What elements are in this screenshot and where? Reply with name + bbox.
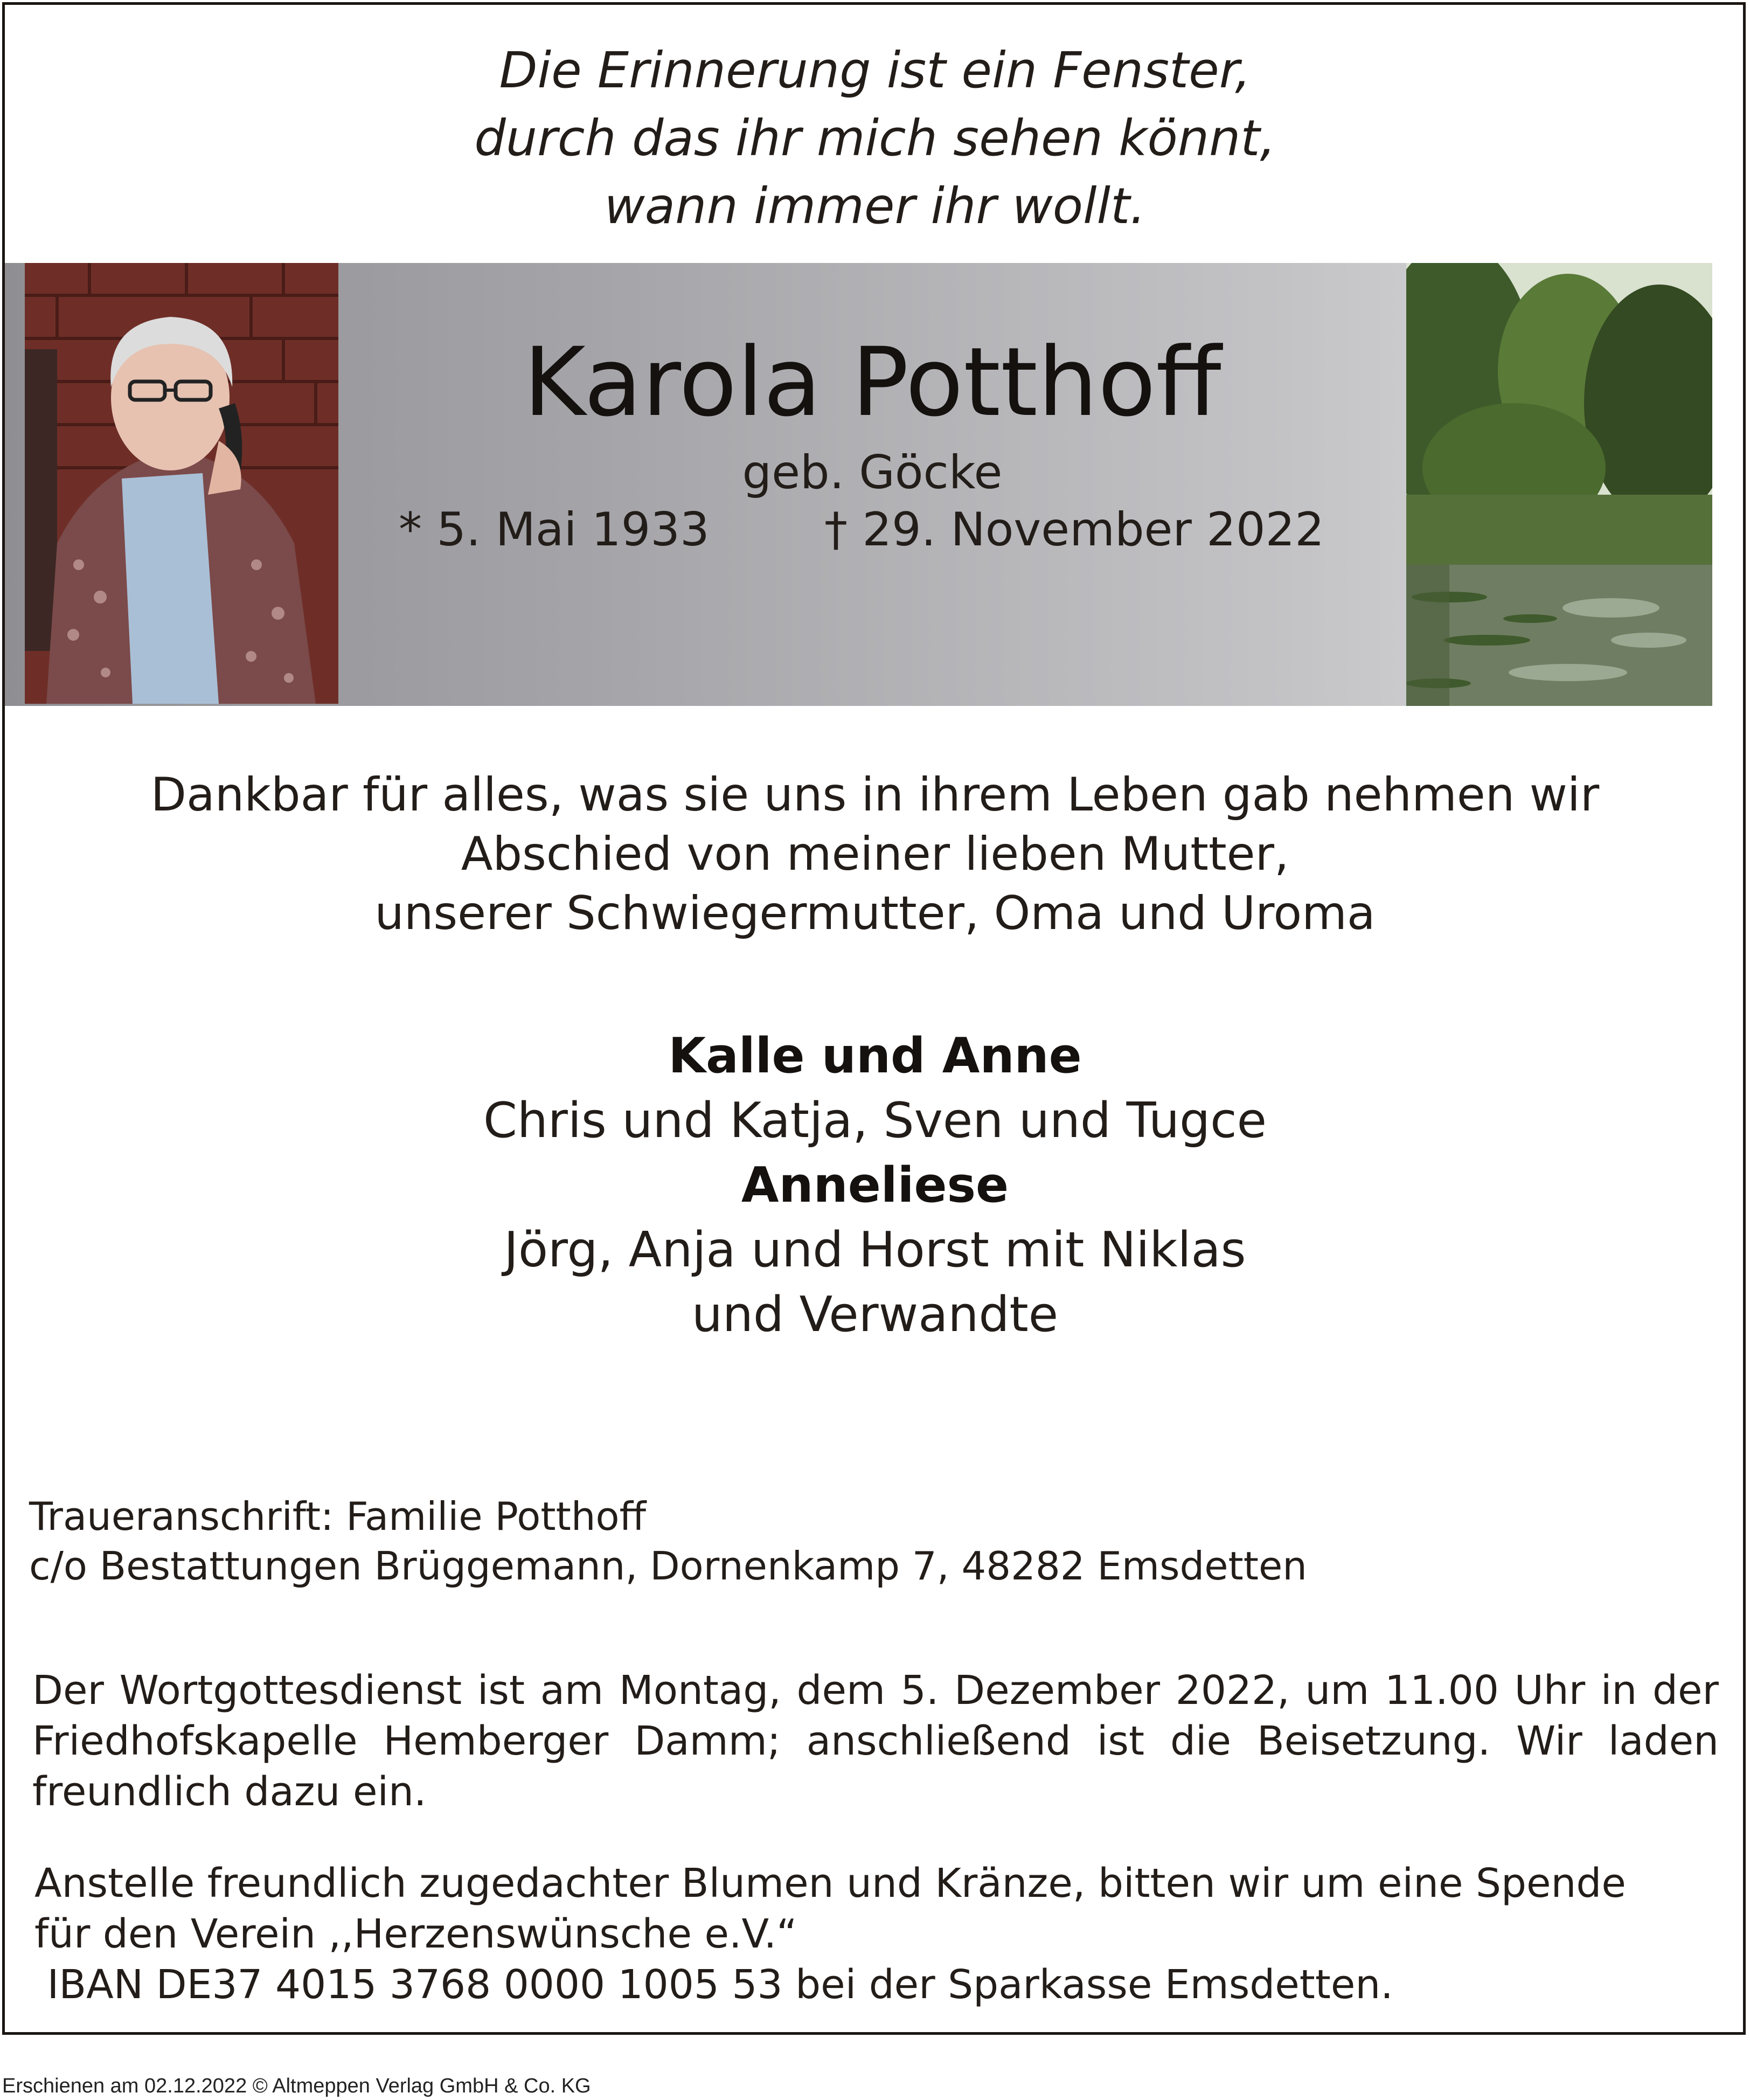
- donation-info: [34, 1858, 1721, 2010]
- maiden-name: geb. Göcke: [742, 446, 1003, 500]
- mourner-line: Chris und Katja, Sven und Tugce: [483, 1092, 1267, 1149]
- thanks-line: Abschied von meiner lieben Mutter,: [461, 827, 1289, 881]
- deceased-name: Karola Potthoff: [523, 327, 1221, 438]
- death-date: † 29. November 2022: [824, 503, 1325, 557]
- mourning-address: [29, 1492, 1307, 1591]
- service-info: Der Wortgottesdienst ist am Montag, dem 5. Dezember 2022, um 11.00 Uhr in der Friedhofskapelle Hemberger Damm; anschließend ist die Beisetzung. Wir laden freundlich dazu ein.: [32, 1667, 1719, 1815]
- mourner-line: Anneliese: [741, 1157, 1009, 1214]
- thanks-text: [0, 765, 1750, 943]
- mourners-list: [0, 1024, 1750, 1347]
- thanks-line: Dankbar für alles, was sie uns in ihrem Leben gab nehmen wir: [150, 768, 1600, 822]
- mourner-line: Kalle und Anne: [668, 1028, 1082, 1084]
- thanks-line: unserer Schwiegermutter, Oma und Uroma: [374, 886, 1376, 940]
- portrait-photo: [25, 263, 338, 704]
- donation-line: Anstelle freundlich zugedachter Blumen und Kränze, bitten wir um eine Spende: [34, 1860, 1626, 1907]
- mourner-line: Jörg, Anja und Horst mit Niklas: [504, 1222, 1246, 1278]
- address-line: Traueranschrift: Familie Potthoff: [29, 1494, 647, 1539]
- donation-line: IBAN DE37 4015 3768 0000 1005 53 bei der Sparkasse Emsdetten.: [34, 1962, 1393, 2008]
- birth-date: * 5. Mai 1933: [399, 503, 710, 557]
- publication-footer: Erschienen am 02.12.2022 © Altmeppen Verlag GmbH & Co. KG: [2, 2075, 591, 2097]
- motto-line: durch das ihr mich sehen könnt,: [474, 109, 1276, 167]
- donation-line: für den Verein ,,Herzenswünsche e.V.“: [34, 1911, 797, 1957]
- pond-landscape-photo: [1406, 263, 1712, 706]
- motto-line: wann immer ihr wollt.: [604, 177, 1146, 235]
- motto-quote: [0, 37, 1750, 240]
- mourner-line: und Verwandte: [691, 1286, 1059, 1343]
- address-line: c/o Bestattungen Brüggemann, Dornenkamp 7, 48282 Emsdetten: [29, 1543, 1307, 1589]
- motto-line: Die Erinnerung ist ein Fenster,: [499, 41, 1251, 99]
